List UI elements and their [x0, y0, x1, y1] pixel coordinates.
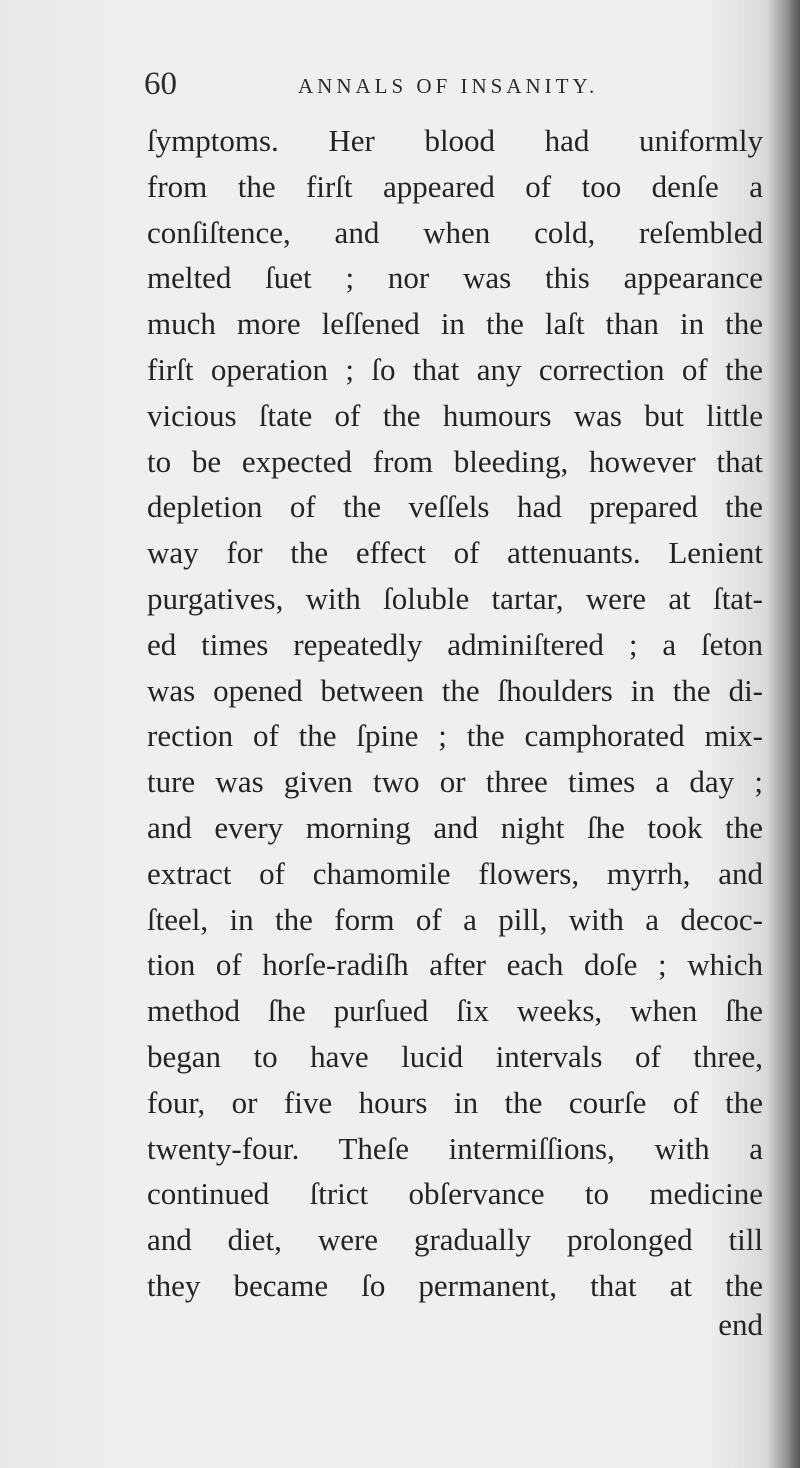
text-line: purgatives, with ſoluble tartar, were at ſtat-: [147, 580, 763, 616]
catchword: end: [718, 1307, 763, 1342]
running-head: ANNALS OF INSANITY.: [298, 74, 599, 98]
text-line: tion of horſe-radiſh after each doſe ; which: [147, 947, 763, 983]
text-line: ed times repeatedly adminiſtered ; a ſeton: [147, 626, 763, 662]
text-line: depletion of the veſſels had prepared the: [147, 489, 763, 525]
text-line: four, or five hours in the courſe of the: [147, 1084, 763, 1120]
text-line: conſiſtence, and when cold, reſembled: [147, 214, 763, 250]
text-line: continued ſtrict obſervance to medicine: [147, 1176, 763, 1212]
text-line: rection of the ſpine ; the camphorated mix-: [147, 718, 763, 754]
text-line: method ſhe purſued ſix weeks, when ſhe: [147, 993, 763, 1029]
text-line: vicious ſtate of the humours was but little: [147, 397, 763, 433]
text-line: ſymptoms. Her blood had uniformly: [147, 123, 763, 158]
text-line: to be expected from bleeding, however that: [147, 443, 763, 479]
page-number: 60: [144, 66, 177, 102]
text-line: much more leſſened in the laſt than in the: [147, 306, 763, 342]
text-line: from the firſt appeared of too denſe a: [147, 168, 763, 204]
text-line: they became ſo permanent, that at the: [147, 1267, 763, 1303]
page-edge-shadow: [766, 0, 800, 1468]
page-header: [144, 62, 764, 112]
text-line: was opened between the ſhoulders in the di-: [147, 672, 763, 708]
text-line: began to have lucid intervals of three,: [147, 1038, 763, 1074]
text-line: firſt operation ; ſo that any correction of the: [147, 351, 763, 387]
body-text: [147, 118, 763, 1309]
text-line: and diet, were gradually prolonged till: [147, 1222, 763, 1258]
text-line: and every morning and night ſhe took the: [147, 809, 763, 845]
text-line: ſteel, in the form of a pill, with a decoc-: [147, 901, 763, 937]
text-line: twenty-four. Theſe intermiſſions, with a: [147, 1130, 763, 1166]
text-line: ture was given two or three times a day ;: [147, 764, 763, 800]
text-line: melted ſuet ; nor was this appearance: [147, 260, 763, 296]
text-line: extract of chamomile flowers, myrrh, and: [147, 855, 763, 891]
text-line: way for the effect of attenuants. Lenient: [147, 535, 763, 571]
